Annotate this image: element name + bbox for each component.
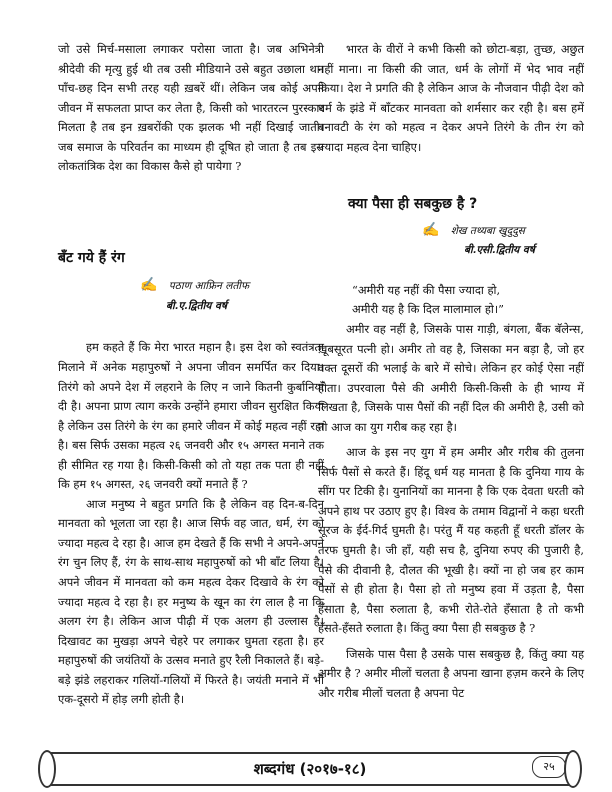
spacer [58,177,324,249]
article-paragraph: अमीर वह नहीं है, जिसके पास गाड़ी, बंगला, बैंक बॅलेन्स, ख़ूबसूरत पत्नी हो। अमीर तो वह है, जिसका मन बड़ा है, जो हर वक्त दूसरों की भलाई के बारे में सोचे। लेकिन हर कोई ऐसा नहीं होता। उपरवाला पैसे की अमीरी किसी-किसी के ही भाग्य में लिखता है, जिसके पास पैसों की नहीं दिल की अमीरी है, उसी को तो आज का युग गरीब कह रहा है। [318,322,584,434]
continued-paragraph: जो उसे मिर्च-मसाला लगाकर परोसा जाता है। जब अभिनेत्री श्रीदेवी की मृत्यु हुई थी तब उसी मीडियाने उसे बहुत उछाला था। पाँच-छह दिन सभी तरह यही ख़बरें थीं। लेकिन जब कोई अपने जीवन में सफलता प्राप्त कर लेता है, किसी को भारतरत्न पुरस्कार मिलता है तब इन ख़बरोंकी एक झलक भी नहीं दिखाई जाती। जब समाज के परिवर्तन का माध्यम ही दूषित हो जाता है तब इस लोकतांत्रिक देश का विकास कैसे हो पायेगा ? [58,42,324,174]
author-name: पठाण आफ्रिन लतीफ [168,280,250,293]
quote-line: अमीरी यह है कि दिल मालामाल हो।” [352,302,504,317]
right-column [318,40,584,703]
article-title-paisa: क्या पैसा ही सबकुछ है ? [348,196,478,213]
page-number: २५ [532,756,566,778]
article-title-rang: बँट गये हैं रंग [58,249,125,266]
left-column [58,40,324,710]
article-paragraph: आज मनुष्य ने बहुत प्रगति कि है लेकिन वह दिन-ब-दिन मानवता को भूलता जा रहा है। आज सिर्फ वह जात, धर्म, रंग को ज्यादा महत्व दे रहा है। आज हम देखते हैं कि सभी ने अपने-अपने रंग चुन लिए हैं, रंग के साथ-साथ महापुरुषों को भी बाँट लिया है। अपने जीवन में मानवता को कम महत्व देकर दिखावे के रंग को ज्यादा महत्व दे रहा है। हर मनुष्य के खून का रंग लाल है ना कि अलग रंग है। लेकिन आज पीढ़ी में एक अलग ही उल्लास है। दिखावट का मुखड़ा अपने चेहरे पर लगाकर घुमता रहता है। हर महापुरुषों की जयंतियों के उत्सव मनाते हुए रैली निकालते हैं। बड़े-बड़े झंडे लहराकर गलियों-गलियों में फिरते है। जयंती मनाने में भी एक-दूसरो में होड़ लगी होती है। [58,496,324,707]
spacer [58,316,324,338]
article-paragraph: आज के इस नए युग में हम अमीर और गरीब की तुलना सिर्फ पैसों से करते हैं। हिंदू धर्म यह मानता है कि दुनिया गाय के सींग पर टिकी है। युनानियों का मानना है कि एक देवता धरती को अपने हाथ पर उठाए हुए है। विश्व के तमाम विद्वानों ने कहा धरती सूरज के ईर्द-गिर्द घुमती है। परंतु मैं यह कहती हूँ धरती डॉलर के तरफ घुमती है। जी हाँ, यही सच है, दुनिया रुपए की पुजारी है, पैसे की दीवानी है, दौलत की भूखी है। क्यों ना हो जब हर काम पैसों से ही होता है। पैसा हो तो मनुष्य हवा में उड़ता है, पैसा हँसाता है, पैसा रुलाता है, कभी रोते-रोते हँसाता है तो कभी हँसते-हँसते रुलाता है। किंतु क्या पैसा ही सबकुछ है ? [318,445,584,636]
spacer [318,157,584,195]
article-paragraph: हम कहते हैं कि मेरा भारत महान है। इस देश को स्वतंत्रता मिलाने में अनेक महापुरुषों ने अपना जीवन समर्पित कर दिया। तिरंगे को अपने देश में लहराने के लिए न जाने कितनी कुर्बानियाँ दी है। अपना प्राण त्याग करके उन्होंने हमारा जीवन सुरक्षित किया है लेकिन उस तिरंगे के रंग का हमारे जीवन में कोई महत्व नहीं रहा है। बस सिर्फ उसका महत्व २६ जनवरी और १५ अगस्त मनाने तक ही सीमित रह गया है। किसी-किसी को तो यहा तक पता ही नहीं कि हम १५ अगस्त, २६ जनवरी क्यों मनाते हैं ? [58,340,324,492]
continued-paragraph: भारत के वीरों ने कभी किसी को छोटा-बड़ा, तुच्छ, अछुत नहीं माना। ना किसी की जात, धर्म के लोगों में भेद भाव नहीं किया। देश ने प्रगति की है लेकिन आज के नौजवान पीढ़ी देश को धर्म के झंडे में बाँटकर मानवता को शर्मसार कर रही है। बस हमें बनावटी के रंग को महत्व न देकर अपने तिरंगे के तीन रंग को ज्यादा महत्व देना चाहिए। [318,42,584,154]
footer-banner [48,752,572,786]
author-class: बी.एसी.द्वितीय वर्ष [464,244,535,257]
author-name: शेख तथ्यबा खुदुदुस [450,224,525,237]
pen-icon: ✍ [140,277,158,294]
magazine-title: शब्दगंध (२०१७-१८) [253,760,367,778]
pen-icon: ✍ [422,221,440,238]
author-line [58,276,324,297]
author-line [318,221,584,242]
article-paragraph: जिसके पास पैसा है उसके पास सबकुछ है, किंतु क्या यह अमीर है ? अमीर मीलों चलता है अपना खाना हज़म करने के लिए और गरीब मीलों चलता है अपना पेट [318,646,584,700]
spacer [318,261,584,281]
quote-line: “अमीरी यह नहीं की पैसा ज्यादा हो, [352,282,501,297]
author-class: बी.ए.द्वितीय वर्ष [166,299,227,312]
